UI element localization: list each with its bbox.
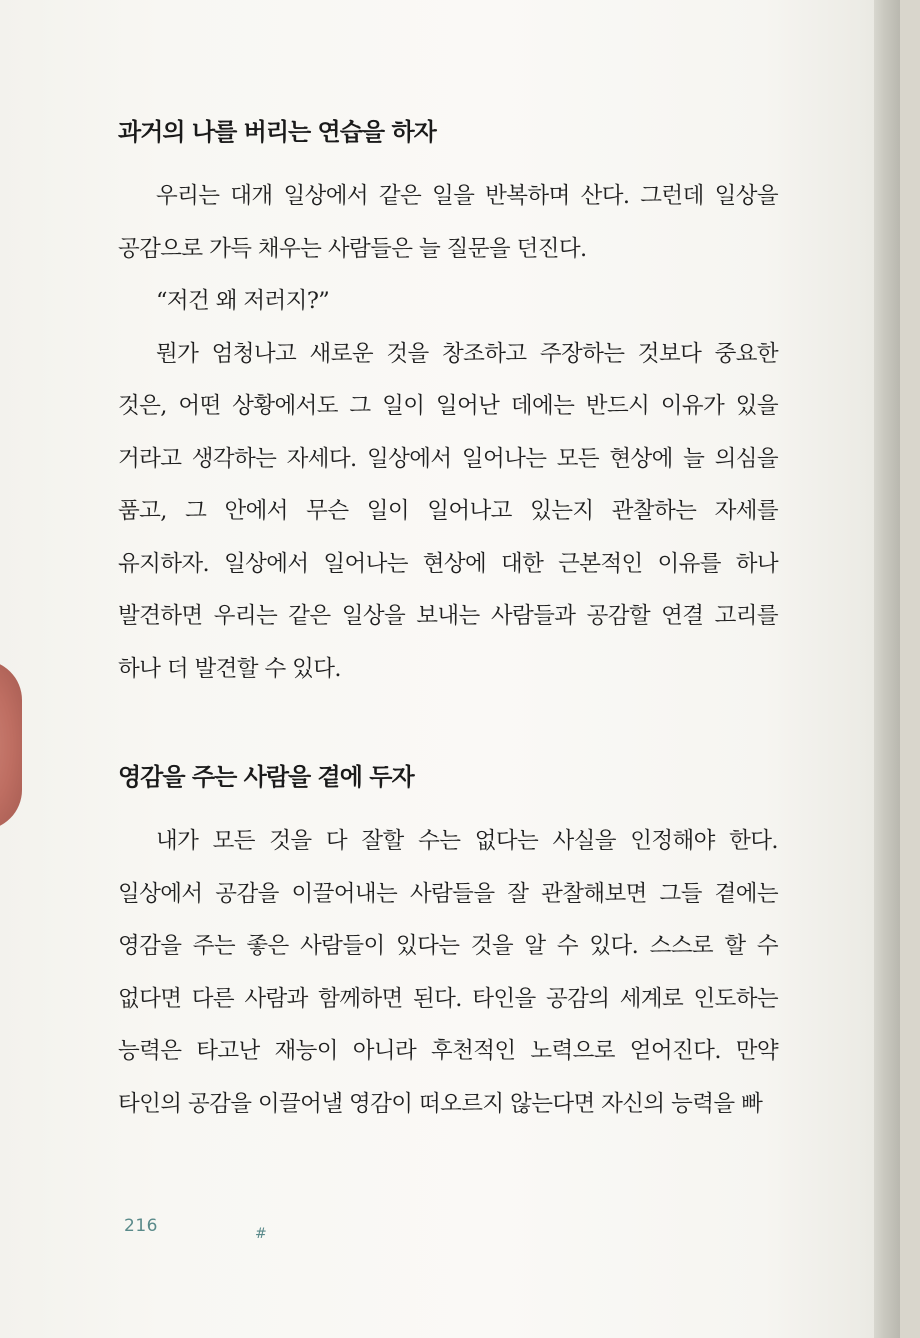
section-inspiring-people xyxy=(118,755,778,1130)
section-heading: 과거의 나를 버리는 연습을 하자 xyxy=(118,118,436,146)
holding-thumb xyxy=(0,660,22,830)
section-past-self xyxy=(118,110,778,695)
page-edge-shadow xyxy=(874,0,900,1338)
section-heading: 영감을 주는 사람을 곁에 두자 xyxy=(118,763,414,791)
body-paragraph: 우리는 대개 일상에서 같은 일을 반복하며 산다. 그런데 일상을 공감으로 가득 채우는 사람들은 늘 질문을 던진다. xyxy=(118,183,778,262)
footer-mark: # xyxy=(255,1226,267,1242)
quote-paragraph: “저건 왜 저러지?” xyxy=(156,288,330,314)
body-paragraph: 내가 모든 것을 다 잘할 수는 없다는 사실을 인정해야 한다. 일상에서 공감을 이끌어내는 사람들을 잘 관찰해보면 그들 곁에는 영감을 주는 좋은 사람들이 있다는 것을 알 수 있다. 스스로 할 수 없다면 다른 사람과 함께하면 된다. 타인을 공감의 세계로 인도하는 능력은 타고난 재능이 아니라 후천적인 노력으로 얻어진다. 만약 타인의 공감을 이끌어낼 영감이 떠오르지 않는다면 자신의 능력을 빠 xyxy=(118,828,778,1117)
body-paragraph: 뭔가 엄청나고 새로운 것을 창조하고 주장하는 것보다 중요한 것은, 어떤 상황에서도 그 일이 일어난 데에는 반드시 이유가 있을 거라고 생각하는 자세다. 일상에서 일어나는 모든 현상에 늘 의심을 품고, 그 안에서 무슨 일이 일어나고 있는지 관찰하는 자세를 유지하자. 일상에서 일어나는 현상에 대한 근본적인 이유를 하나 발견하면 우리는 같은 일상을 보내는 사람들과 공감할 연결 고리를 하나 더 발견할 수 있다. xyxy=(118,340,778,682)
page-number: 216 xyxy=(124,1216,158,1236)
